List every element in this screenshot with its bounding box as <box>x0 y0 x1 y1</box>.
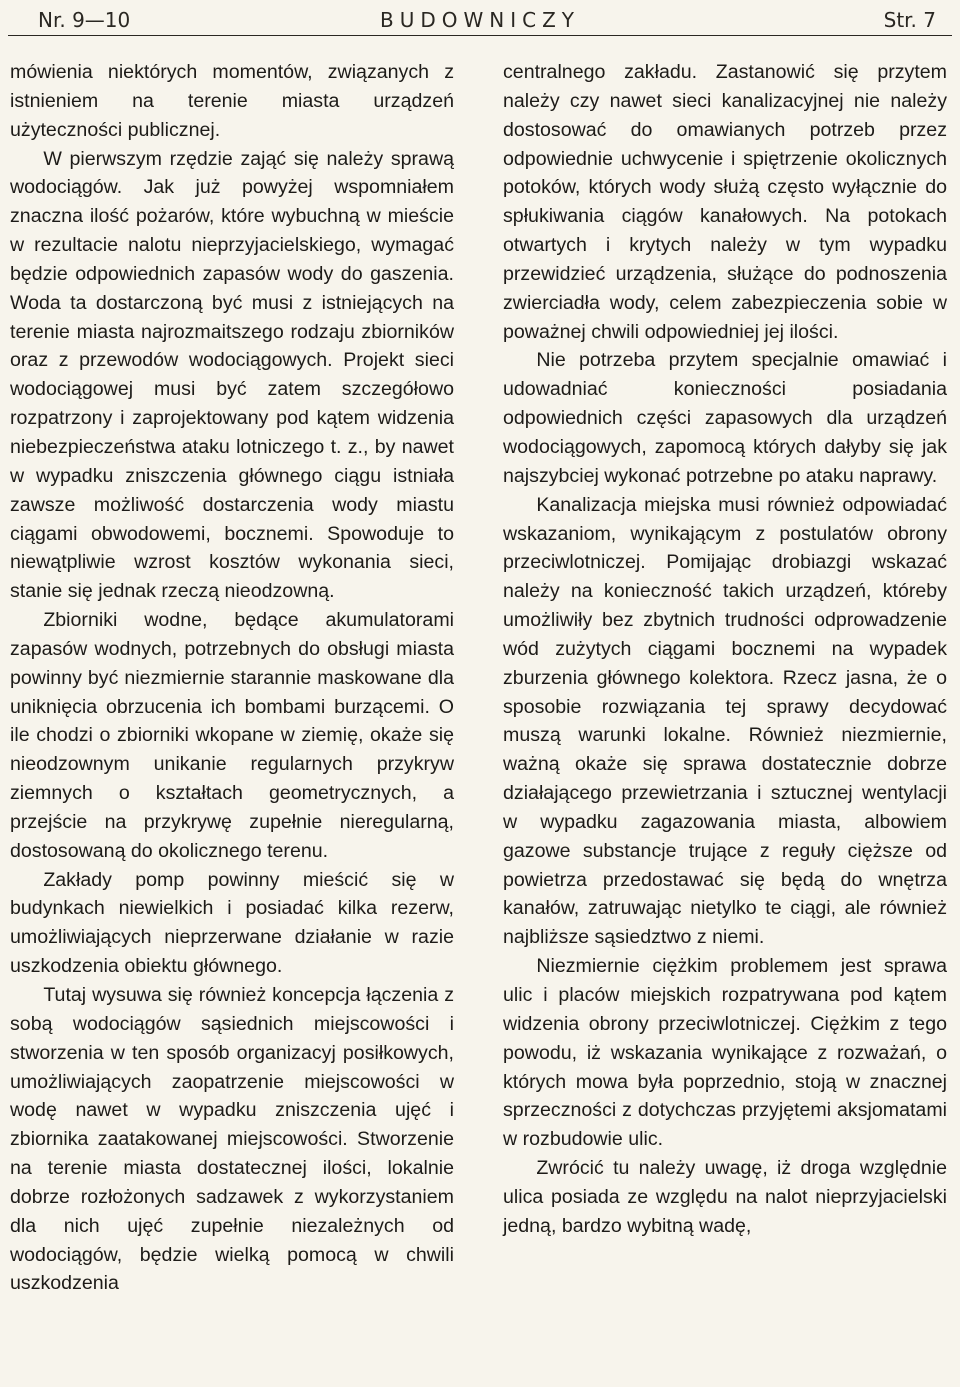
paragraph: Zwrócić tu należy uwagę, iż droga względnie ulica posiada ze względu na nalot nieprzyjacielski jedną, bardzo wybitną wadę, <box>503 1157 947 1237</box>
paragraph: Nie potrzeba przytem specjalnie omawiać i udowadniać konieczności posiadania odpowiednich części zapasowych dla urządzeń wodociągowych, zapomocą których dałyby się jak najszybciej wykonać potrzebne po ataku naprawy. <box>503 349 947 487</box>
paragraph: Zbiorniki wodne, będące akumulatorami zapasów wodnych, potrzebnych do obsługi miasta powinny być niezmiernie starannie maskowane dla uniknięcia obrzucenia ich bombami burzącemi. O ile chodzi o zbiorniki wkopane w ziemię, okaże się nieodzownym unikanie regularnych przykryw ziemnych o kształtach geometrycznych, a przejście na przykrywę zupełnie nieregularną, dostosowaną do okolicznego terenu. <box>10 609 454 862</box>
page-number: Str. 7 <box>883 8 936 32</box>
paragraph: mówienia niektórych momentów, związanych z istnieniem na terenie miasta urządzeń użyteczności publicznej. <box>10 61 454 141</box>
paragraph: centralnego zakładu. Zastanowić się przytem należy czy nawet sieci kanalizacyjnej nie należy dostosować do omawianych potrzeb przez odpowiednie uchwycenie i spiętrzenie okolicznych potoków, których wody służą często wyłącznie do spłukiwania ciągów kanałowych. Na potokach otwartych i krytych należy w tym wypadku przewidzieć urządzenia, służące do podnoszenia zwierciadła wody, celem zabezpieczenia sobie w poważnej chwili odpowiedniej jej ilości. <box>503 61 947 343</box>
header-rule <box>8 35 952 36</box>
paragraph: Niezmiernie ciężkim problemem jest sprawa ulic i placów miejskich rozpatrywana pod kątem widzenia obrony przeciwlotniczej. Ciężkim z tego powodu, iż wskazania wynikające z rozważań, o których mowa była poprzednio, stoją w znacznej sprzeczności z dotychczas przyjętemi aksjomatami w rozbudowie ulic. <box>503 955 947 1151</box>
running-header <box>8 4 952 34</box>
paragraph: Tutaj wysuwa się również koncepcja łączenia z sobą wodociągów sąsiednich miejscowości i stworzenia w ten sposób organizacyj posiłkowych, umożliwiających zaopatrzenie miejscowości w wodę nawet w wypadku zniszczenia ujęć i zbiornika zaatakowanej miejscowości. Stworzenie na terenie miasta dostatecznej ilości, lokalnie dobrze rozłożonych sadzawek z wykorzystaniem dla nich ujęć zupełnie niezależnych od wodociągów, będzie wielką pomocą w chwili uszkodzenia <box>10 984 454 1295</box>
paragraph: Kanalizacja miejska musi również odpowiadać wskazaniom, wynikającym z postulatów obrony przeciwlotniczej. Pomijając drobiazgi wskazać należy na konieczność takich urządzeń, któreby umożliwiły bez zbytnich trudności odprowadzenie wód zużytych ciągami bocznemi na wypadek zburzenia głównego kolektora. Rzecz jasna, że o sposobie rozwiązania tej sprawy decydować muszą warunki lokalne. Również niezmiernie, ważną okaże się sprawa dostatecznie dobrze działającego przewietrzania i sztucznej wentylacji w wypadku zagazowania miasta, albowiem gazowe substancje trujące z reguły cięższe od powietrza przedostawać się będą do wnętrza kanałów, zatruwając nietylko te ciągi, ale również najbliższe sąsiedztwo z niemi. <box>503 493 947 949</box>
paragraph: W pierwszym rzędzie zająć się należy sprawą wodociągów. Jak już powyżej wspomniałem znaczna ilość pożarów, które wybuchną w mieście w rezultacie nalotu nieprzyjacielskiego, wymagać będzie odpowiednich zapasów wody do gaszenia. Woda ta dostarczoną być musi z istniejących na terenie miasta najrozmaitszego rodzaju zbiorników oraz z przewodów wodociągowych. Projekt sieci wodociągowej musi być zatem szczegółowo rozpatrzony i zaprojektowany pod kątem widzenia niebezpieczeństwa ataku lotniczego t. z., by nawet w wypadku zniszczenia głównego ciągu istniała zawsze możliwość dostarczenia wody miastu ciągami obwodowemi, bocznemi. Spowoduje to niewątpliwie wzrost kosztów wykonania sieci, stanie się jednak rzeczą nieodzowną. <box>10 147 454 603</box>
issue-number: Nr. 9—10 <box>38 8 131 32</box>
paragraph: Zakłady pomp powinny mieścić się w budynkach niewielkich i posiadać kilka rezerw, umożliwiających nieprzerwane działanie w razie uszkodzenia obiektu głównego. <box>10 868 454 978</box>
journal-title: BUDOWNICZY <box>379 8 581 32</box>
right-column <box>503 58 947 1241</box>
left-column <box>10 58 454 1298</box>
